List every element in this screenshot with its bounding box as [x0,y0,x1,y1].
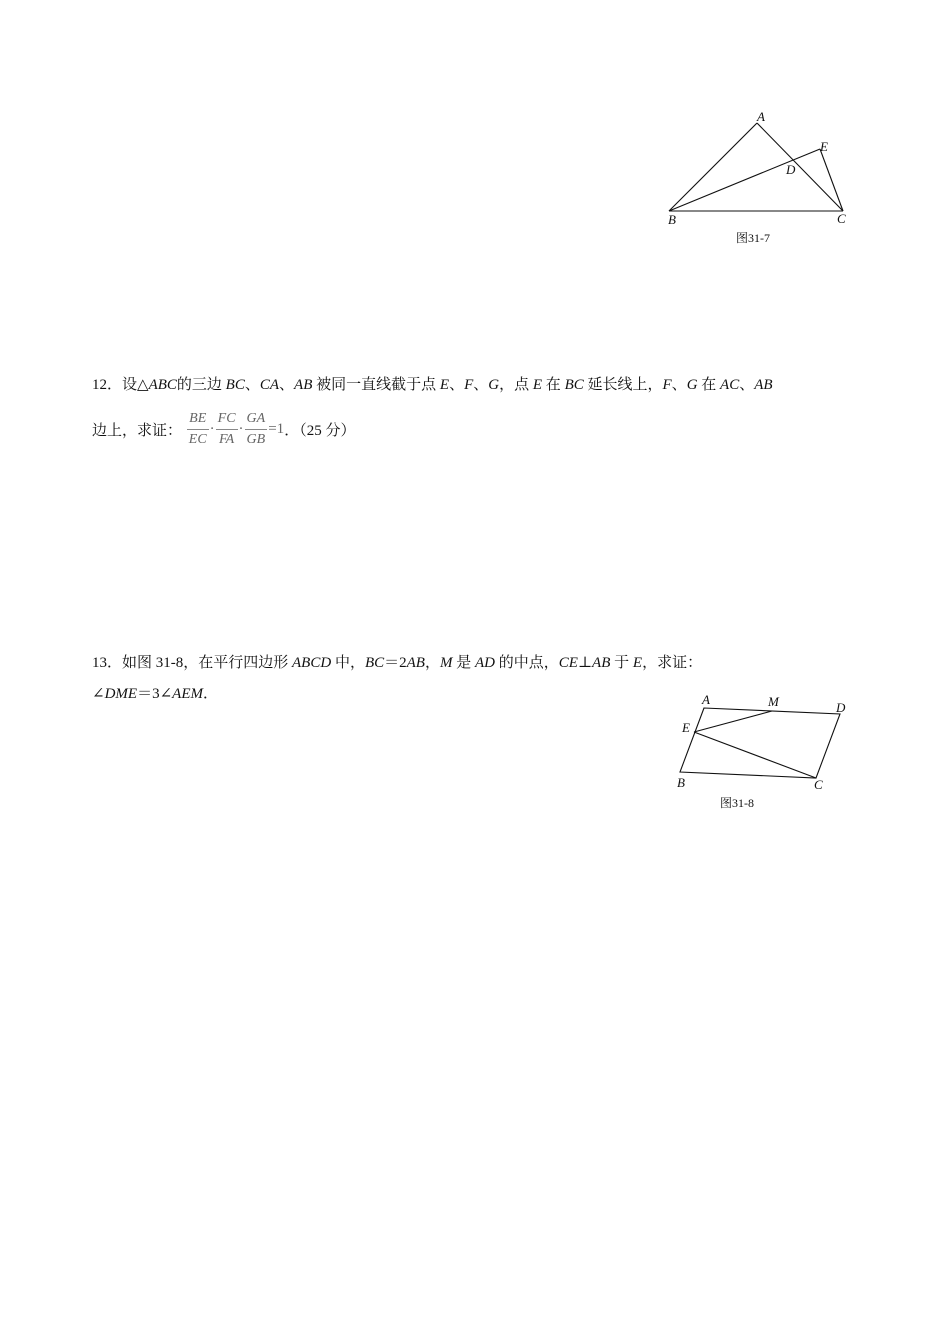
figure-31-8-caption: 图31-8 [720,796,754,810]
label-m: M [768,694,779,709]
figure-31-7 [660,105,860,230]
fraction-fc-fa: $\frac{FC}{FA}$ [217,411,236,447]
question-12-number: 12． [92,377,123,393]
figure-31-8 [670,690,860,800]
question-13-number: 13． [92,655,123,671]
figure-31-7-diagram [660,105,860,230]
label-d: D [836,700,846,715]
label-a: A [757,109,765,124]
label-b: B [668,212,676,227]
label-c: C [837,211,846,226]
segment-be [669,149,820,211]
figure-31-8-diagram [670,690,860,800]
fraction-be-ec: $\frac{BE}{EC}$ [188,411,207,447]
segment-ec [694,732,816,778]
segment-em [694,711,772,732]
question-13-line-2: ∠DME＝3∠AEM． [92,686,218,702]
question-12-line-2: 边上，求证： $\frac{BE}{EC}$ · $\frac{FC}{FA}$ · $\frac{GA}{GB}$ =1．（25 分） [92,411,356,447]
segment-ac [757,123,843,211]
question-12-line-1: 12．设△ABC的三边 BC、CA、AB 被同一直线截于点 E、F、G，点 E 在 BC 延长线上，F、G 在 AC、AB [92,377,773,393]
label-e: E [682,720,690,735]
label-e: E [820,139,828,154]
label-c: C [814,777,823,792]
label-b: B [677,775,685,790]
label-a: A [702,692,710,707]
label-d: D [786,162,796,177]
question-13-line-1: 13．如图 31-8，在平行四边形 ABCD 中，BC＝2AB，M 是 AD 的中点，CE⊥AB 于 E，求证： [92,655,703,671]
fraction-ga-gb: $\frac{GA}{GB}$ [246,411,266,447]
figure-31-7-caption: 图31-7 [736,231,770,245]
segment-ab [669,123,757,211]
parallelogram-abcd [680,708,840,778]
segment-ec [820,149,843,211]
